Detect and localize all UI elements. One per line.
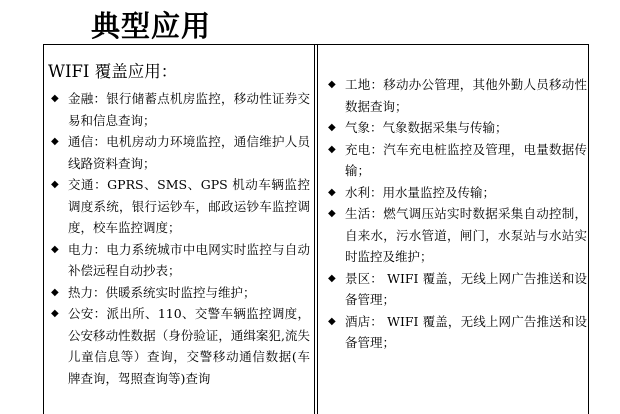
list-item <box>325 74 587 117</box>
column-divider-inner <box>317 45 318 414</box>
left-column <box>48 45 310 389</box>
list-item <box>325 268 587 311</box>
list-item <box>48 282 310 304</box>
list-item-text: 公安：派出所、110、交警车辆监控调度，公安移动性数据（身份验证，通缉案犯,流失儿童信息等）查询，交警移动通信数据(车牌查询，驾照查询等)查询 <box>68 306 310 386</box>
list-item <box>325 311 587 354</box>
list-item <box>325 117 587 139</box>
diamond-bullet-icon: ◆ <box>51 179 59 190</box>
list-item <box>325 182 587 204</box>
column-divider <box>314 45 315 414</box>
list-item <box>325 139 587 182</box>
list-item <box>325 203 587 268</box>
diamond-bullet-icon: ◆ <box>51 286 59 298</box>
list-item-text: 景区： WIFI 覆盖，无线上网广告推送和设备管理； <box>345 270 587 307</box>
diamond-bullet-icon: ◆ <box>51 308 59 319</box>
diamond-bullet-icon: ◆ <box>328 315 336 327</box>
list-item <box>48 88 310 131</box>
list-item-text: 工地：移动办公管理，其他外勤人员移动性数据查询； <box>345 77 587 114</box>
page-title: 典型应用 <box>91 9 212 43</box>
list-item-text: 水利：用水量监控及传输； <box>345 184 496 200</box>
list-item-text: 酒店： WIFI 覆盖，无线上网广告推送和设备管理； <box>345 313 587 350</box>
list-item-text: 通信：电机房动力环境监控，通信维护人员线路资料查询； <box>68 134 310 171</box>
list-item-text: 热力：供暖系统实时监控与维护； <box>68 284 256 300</box>
diamond-bullet-icon: ◆ <box>328 186 336 198</box>
right-column <box>325 45 587 354</box>
list-item <box>48 131 310 174</box>
diamond-bullet-icon: ◆ <box>328 208 336 219</box>
list-item-text: 交通：GPRS、SMS、GPS 机动车辆监控调度系统，银行运钞车，邮政运钞车监控调度，校车监控调度； <box>68 177 310 235</box>
list-item <box>48 239 310 282</box>
diamond-bullet-icon: ◆ <box>328 272 336 284</box>
list-item-text: 生活：燃气调压站实时数据采集自动控制，自来水，污水管道，闸门，水泵站与水站实时监控及维护； <box>345 206 587 264</box>
diamond-bullet-icon: ◆ <box>328 122 336 133</box>
section-title: WIFI 覆盖应用： <box>48 62 178 81</box>
list-item-text: 电力：电力系统城市中电网实时监控与自动补偿远程自动抄表； <box>68 241 310 278</box>
diamond-bullet-icon: ◆ <box>51 243 59 255</box>
list-item-text: 充电：汽车充电桩监控及管理，电量数据传输； <box>345 141 587 178</box>
diamond-bullet-icon: ◆ <box>51 136 59 147</box>
diamond-bullet-icon: ◆ <box>328 79 336 90</box>
diamond-bullet-icon: ◆ <box>51 93 59 104</box>
list-item <box>48 303 310 389</box>
list-item-text: 金融：银行储蓄点机房监控，移动性证券交易和信息查询； <box>68 91 310 128</box>
left-list <box>48 88 310 389</box>
list-item-text: 气象：气象数据采集与传输； <box>345 120 508 135</box>
right-list <box>325 74 587 354</box>
content-table <box>43 44 589 414</box>
diamond-bullet-icon: ◆ <box>328 143 336 155</box>
list-item <box>48 174 310 239</box>
